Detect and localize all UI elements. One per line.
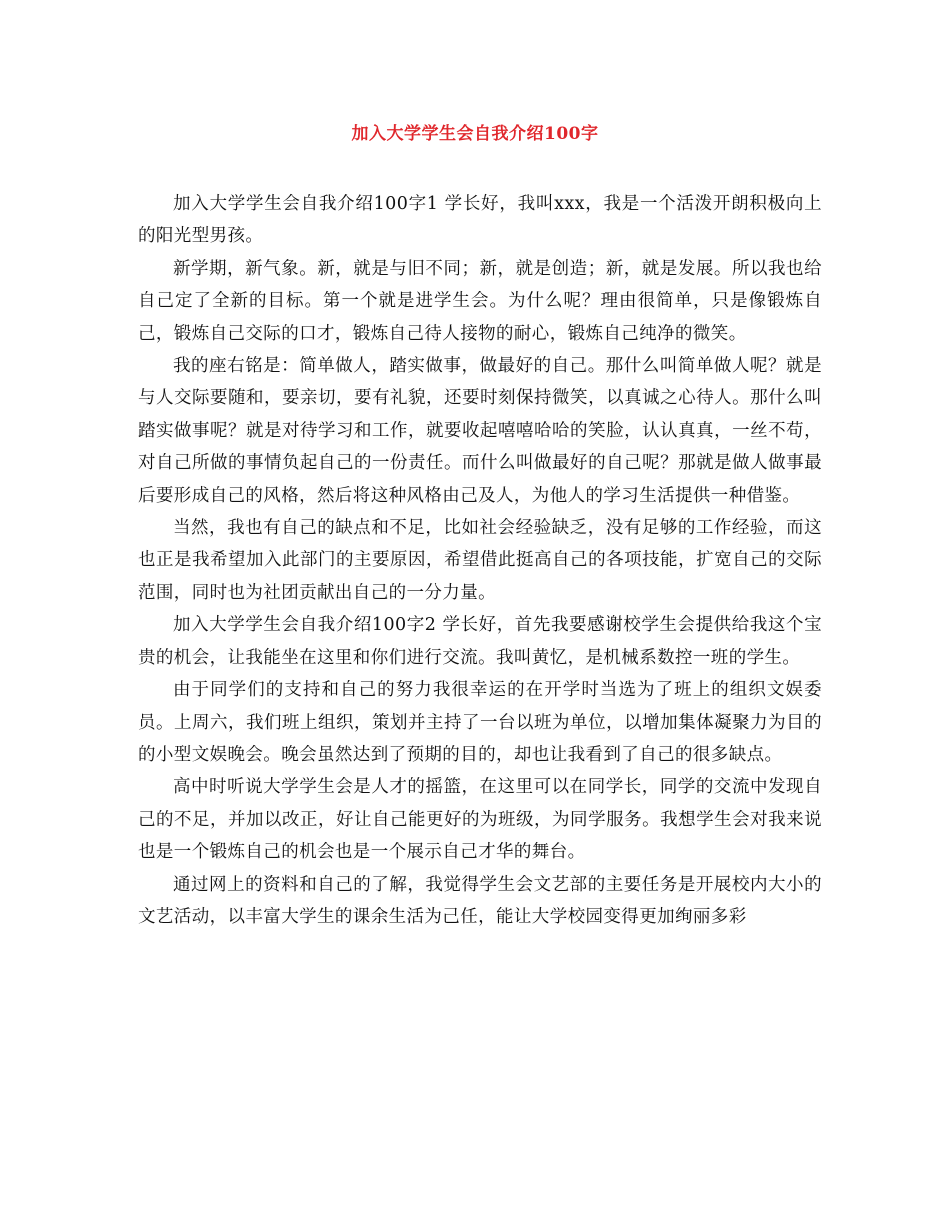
paragraph-high-school: 高中时听说大学学生会是人才的摇篮，在这里可以在同学长，同学的交流中发现自己的不足，并加以改正，好让自己能更好的为班级，为同学服务。我想学生会对我来说也是一个锻炼自己的机会也是一个展示自己才华的舞台。 (138, 777, 822, 863)
paragraph-intro-2: 加入大学学生会自我介绍100字2 学长好，首先我要感谢校学生会提供给我这个宝贵的机会，让我能坐在这里和你们进行交流。我叫黄忆，是机械系数控一班的学生。 (138, 615, 822, 668)
paragraph-motto: 我的座右铭是：简单做人，踏实做事，做最好的自己。那什么叫简单做人呢？就是与人交际要随和，要亲切，要有礼貌，还要时刻保持微笑，以真诚之心待人。那什么叫踏实做事呢？就是对待学习和工作，就要收起嘻嘻哈哈的笑脸，认认真真，一丝不苟，对自己所做的事情负起自己的一份责任。而什么叫做最好的自己呢？那就是做人做事最后要形成自己的风格，然后将这种风格由己及人，为他人的学习生活提供一种借鉴。 (138, 356, 822, 506)
paragraph-intro-1: 加入大学学生会自我介绍100字1 学长好，我叫xxx，我是一个活泼开朗积极向上的阳光型男孩。 (138, 194, 822, 247)
paragraph-arts-department: 通过网上的资料和自己的了解，我觉得学生会文艺部的主要任务是开展校内大小的文艺活动，以丰富大学生的课余生活为己任，能让大学校园变得更加绚丽多彩 (138, 874, 822, 927)
paragraph-class-committee: 由于同学们的支持和自己的努力我很幸运的在开学时当选为了班上的组织文娱委员。上周六，我们班上组织，策划并主持了一台以班为单位，以增加集体凝聚力为目的的小型文娱晚会。晚会虽然达到了预期的目的，却也让我看到了自己的很多缺点。 (138, 680, 822, 765)
paragraph-shortcomings: 当然，我也有自己的缺点和不足，比如社会经验缺乏，没有足够的工作经验，而这也正是我希望加入此部门的主要原因，希望借此挺高自己的各项技能，扩宽自己的交际范围，同时也为社团贡献出自己的一分力量。 (138, 518, 822, 603)
document-title: 加入大学学生会自我介绍100字 (351, 124, 599, 144)
document-body (138, 188, 822, 933)
paragraph-new-semester: 新学期，新气象。新，就是与旧不同；新，就是创造；新，就是发展。所以我也给自己定了全新的目标。第一个就是进学生会。为什么呢？理由很简单，只是像锻炼自己，锻炼自己交际的口才，锻炼自己待人接物的耐心，锻炼自己纯净的微笑。 (138, 258, 822, 344)
